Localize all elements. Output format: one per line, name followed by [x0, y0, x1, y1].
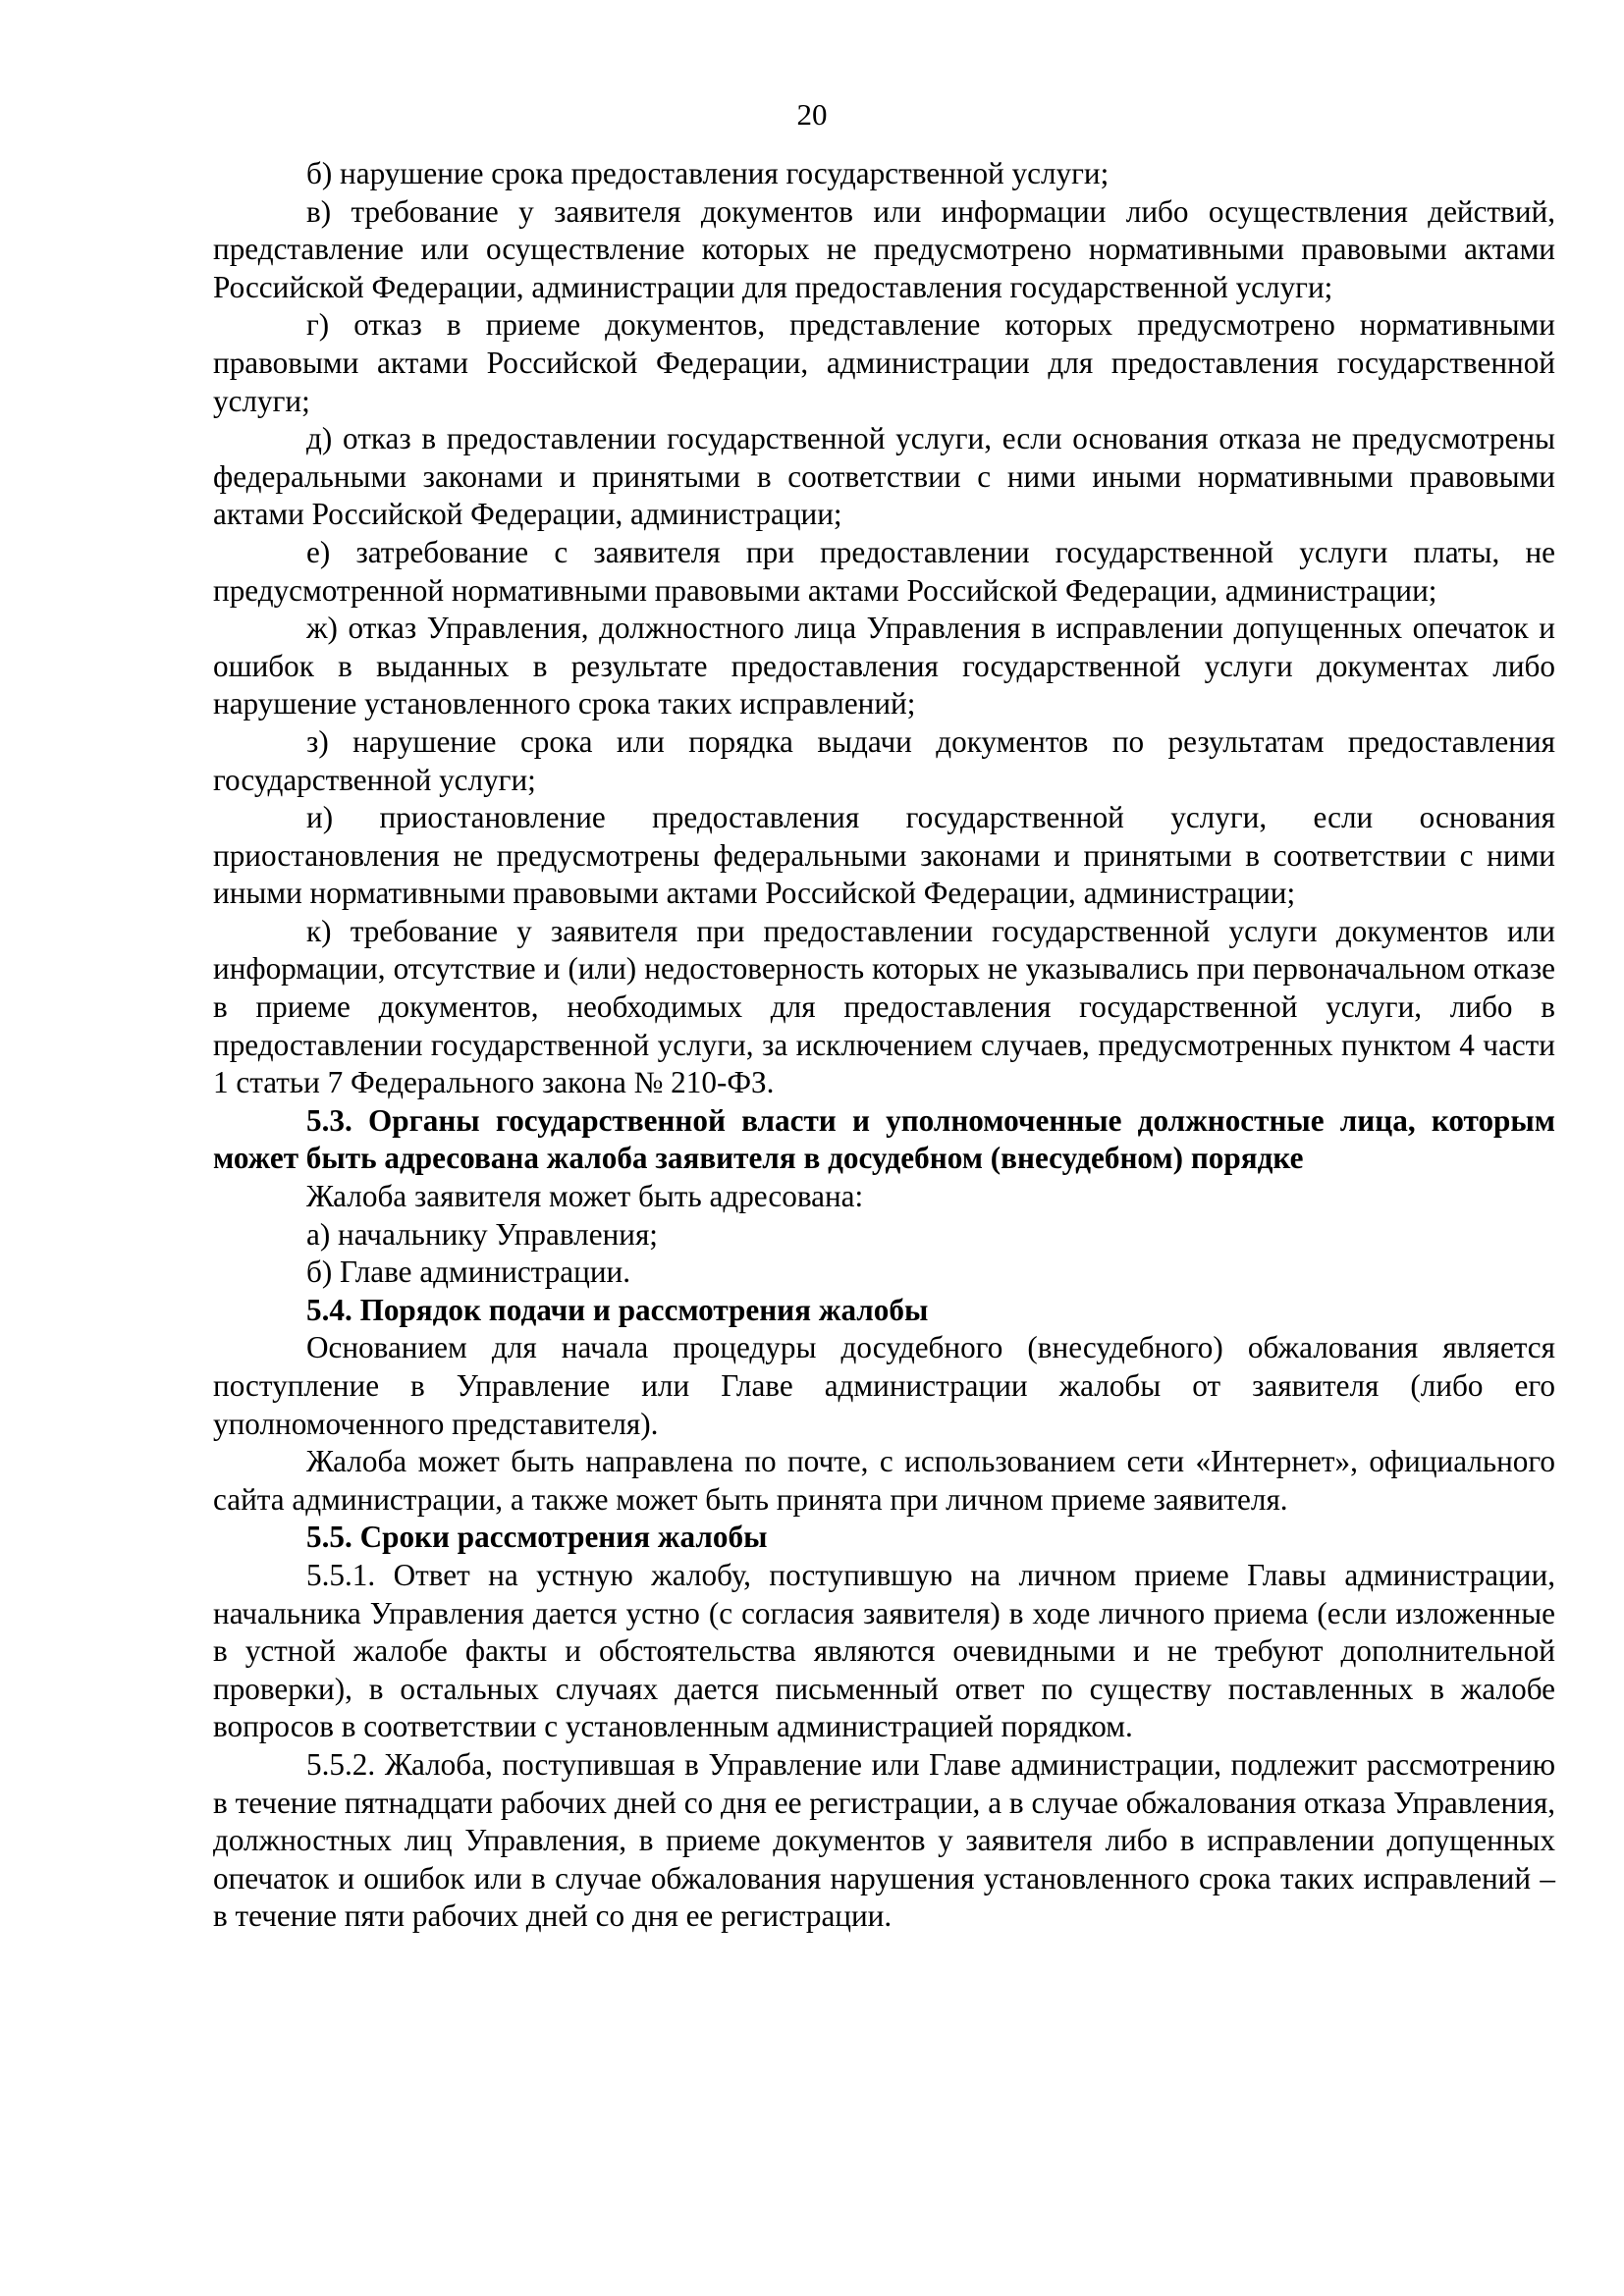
- clause-5-5-1: 5.5.1. Ответ на устную жалобу, поступившую на личном приеме Главы администрации, начальника Управления дается устно (с согласия заявителя) в ходе личного приема (если изложенные в устной жалобе факты и обстоятельства являются очевидными и не требуют дополнительной проверки), в остальных случаях дается письменный ответ по существу поставленных в жалобе вопросов в соответствии с установленным администрацией порядком.: [213, 1557, 1555, 1744]
- list-item-b-deadline-violation: б) нарушение срока предоставления государственной услуги;: [306, 156, 1110, 190]
- section-heading-5-3: 5.3. Органы государственной власти и уполномоченные должностные лица, которым может быть адресована жалоба заявителя в досудебном (внесудебном) порядке: [213, 1102, 1555, 1176]
- clause-5-5-2: 5.5.2. Жалоба, поступившая в Управление или Главе администрации, подлежит рассмотрению в течение пятнадцати рабочих дней со дня ее регистрации, а в случае обжалования отказа Управления, должностных лиц Управления, в приеме документов у заявителя либо в исправлении допущенных опечаток и ошибок или в случае обжалования нарушения установленного срока таких исправлений – в течение пяти рабочих дней со дня ее регистрации.: [213, 1746, 1555, 1934]
- list-item-k-extra-documents: к) требование у заявителя при предоставлении государственной услуги документов или информации, отсутствие и (или) недостоверность которых не указывались при первоначальном отказе в приеме документов, необходимых для предоставления государственной услуги, либо в предоставлении государственной услуги, за исключением случаев, предусмотренных пунктом 4 части 1 статьи 7 Федерального закона № 210-ФЗ.: [213, 913, 1555, 1100]
- list-item-v-document-demand: в) требование у заявителя документов или информации либо осуществления действий, представление или осуществление которых не предусмотрено нормативными правовыми актами Российской Федерации, администрации для предоставления государственной услуги;: [213, 193, 1555, 304]
- submission-methods-paragraph: Жалоба может быть направлена по почте, с использованием сети «Интернет», официального сайта администрации, а также может быть принята при личном приеме заявителя.: [213, 1444, 1555, 1517]
- list-item-zh-correction-refusal: ж) отказ Управления, должностного лица Управления в исправлении допущенных опечаток и ошибок в выданных в результате предоставления государственной услуги документах либо нарушение установленного срока таких исправлений;: [213, 611, 1555, 721]
- procedure-basis-paragraph: Основанием для начала процедуры досудебного (внесудебного) обжалования является поступление в Управление или Главе администрации жалобы от заявителя (либо его уполномоченного представителя).: [213, 1330, 1555, 1441]
- complaint-addressees-intro: Жалоба заявителя может быть адресована:: [306, 1179, 864, 1214]
- addressee-item-a: а) начальнику Управления;: [306, 1216, 658, 1252]
- page-number: 20: [796, 97, 828, 132]
- list-item-e-fee-demand: е) затребование с заявителя при предоставлении государственной услуги платы, не предусмотренной нормативными правовыми актами Российской Федерации, администрации;: [213, 534, 1555, 608]
- list-item-g-refusal-acceptance: г) отказ в приеме документов, представление которых предусмотрено нормативными правовыми актами Российской Федерации, администрации для предоставления государственной услуги;: [213, 307, 1555, 418]
- list-item-i-suspension: и) приостановление предоставления государственной услуги, если основания приостановления не предусмотрены федеральными законами и принятыми в соответствии с ними иными нормативными правовыми актами Российской Федерации, администрации;: [213, 800, 1555, 911]
- list-item-d-refusal-service: д) отказ в предоставлении государственной услуги, если основания отказа не предусмотрены федеральными законами и принятыми в соответствии с ними иными нормативными правовыми актами Российской Федерации, администрации;: [213, 421, 1555, 532]
- document-body: [213, 155, 1555, 1936]
- section-heading-5-4: 5.4. Порядок подачи и рассмотрения жалобы: [306, 1292, 929, 1327]
- addressee-item-b: б) Главе администрации.: [306, 1255, 630, 1290]
- list-item-z-issuance-violation: з) нарушение срока или порядка выдачи документов по результатам предоставления государственной услуги;: [213, 723, 1555, 797]
- section-heading-5-5: 5.5. Сроки рассмотрения жалобы: [306, 1520, 768, 1555]
